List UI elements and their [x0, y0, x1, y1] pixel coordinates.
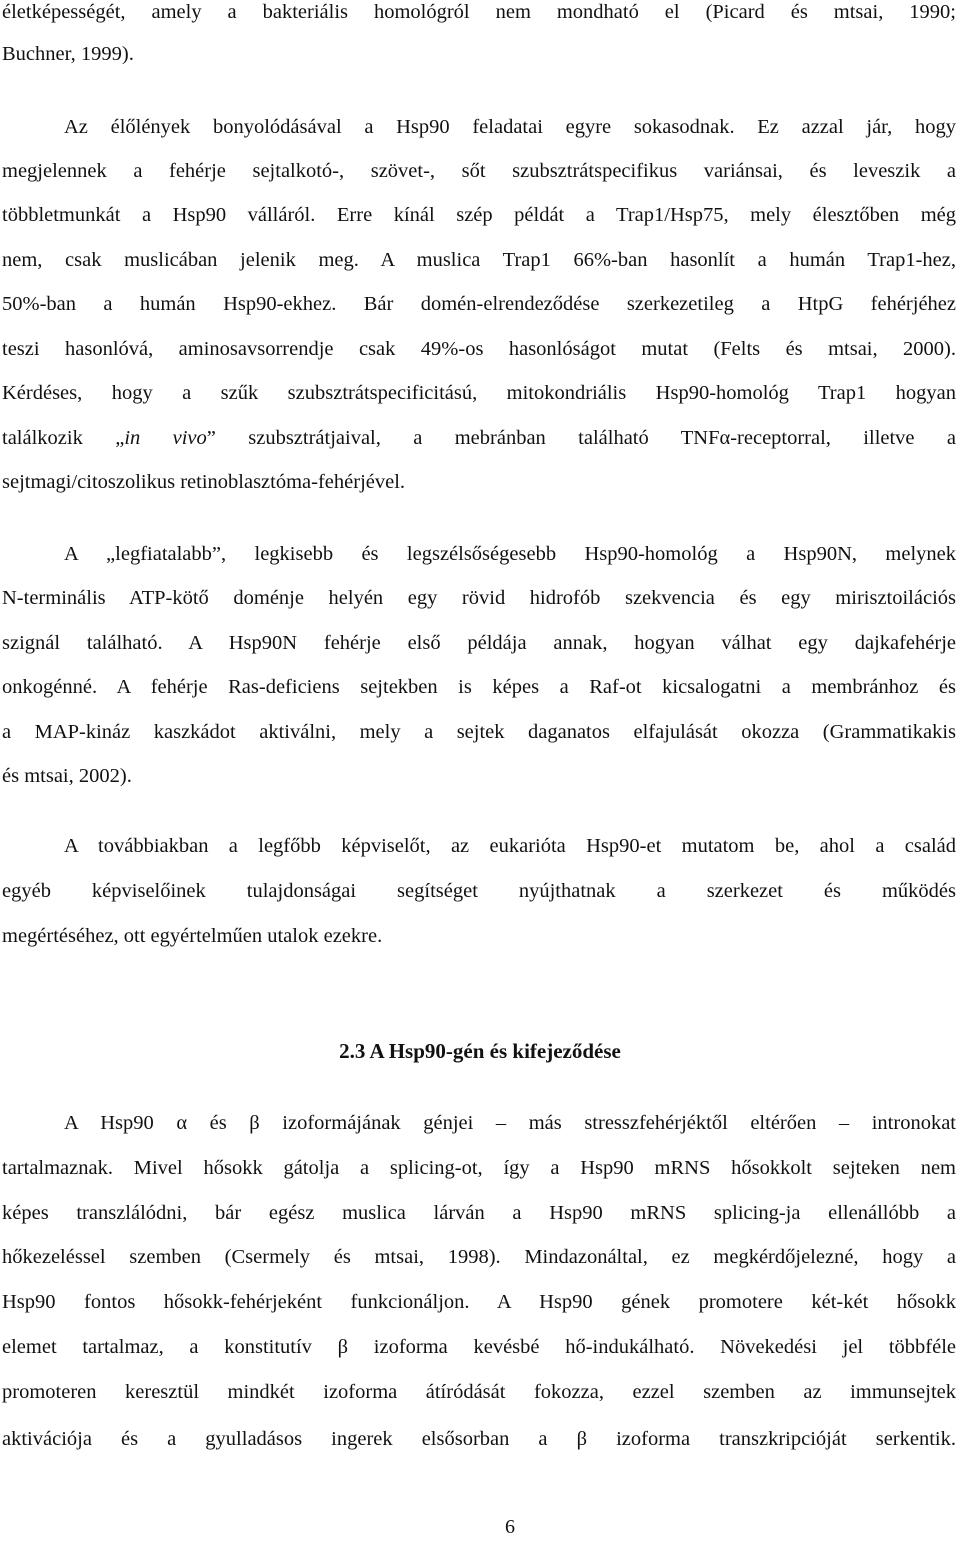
text-line: Hsp90 fontos hősokk-fehérjeként funkcionáljon. A Hsp90 gének promotere két-két hősokk — [2, 1291, 956, 1313]
text-line: megértéséhez, ott egyértelműen utalok ezekre. — [2, 925, 383, 947]
text-line: Az élőlények bonyolódásával a Hsp90 feladatai egyre sokasodnak. Ez azzal jár, hogy — [64, 116, 956, 138]
text-line: megjelennek a fehérje sejtalkotó-, szövet-, sőt szubsztrátspecifikus variánsai, és leveszik a — [2, 160, 956, 182]
text-line: tartalmaznak. Mivel hősokk gátolja a splicing-ot, így a Hsp90 mRNS hősokkolt sejteken nem — [2, 1157, 956, 1179]
text-line: elemet tartalmaz, a konstitutív β izoforma kevésbé hő-indukálható. Növekedési jel többféle — [2, 1336, 956, 1358]
text-line: életképességét, amely a bakteriális homológról nem mondható el (Picard és mtsai, 1990; — [2, 1, 956, 23]
text-line: Kérdéses, hogy a szűk szubsztrátspecificitású, mitokondriális Hsp90-homológ Trap1 hogyan — [2, 382, 956, 404]
text-line: A Hsp90 α és β izoformájának génjei – más stresszfehérjéktől eltérően – intronokat — [64, 1112, 956, 1134]
text-line: képes transzlálódni, bár egész muslica lárván a Hsp90 mRNS splicing-ja ellenállóbb a — [2, 1202, 956, 1224]
text-line: A „legfiatalabb”, legkisebb és legszélsőségesebb Hsp90-homológ a Hsp90N, melynek — [64, 543, 956, 565]
page-number: 6 — [505, 1516, 515, 1538]
text-line: és mtsai, 2002). — [2, 765, 132, 787]
text-segment: találkozik „ — [2, 427, 125, 449]
text-line: N-terminális ATP-kötő doménje helyén egy rövid hidrofób szekvencia és egy mirisztoilációs — [2, 587, 956, 609]
text-segment: ” szubsztrátjaival, a mebránban található TNFα-receptorral, illetve a — [206, 427, 957, 449]
text-line: promoteren keresztül mindkét izoforma átíródását fokozza, ezzel szemben az immunsejtek — [2, 1381, 956, 1403]
text-line: többletmunkát a Hsp90 válláról. Erre kínál szép példát a Trap1/Hsp75, mely élesztőben még — [2, 204, 956, 226]
text-line: teszi hasonlóvá, aminosavsorrendje csak 49%-os hasonlóságot mutat (Felts és mtsai, 2000). — [2, 338, 956, 360]
text-line: onkogénné. A fehérje Ras-deficiens sejtekben is képes a Raf-ot kicsalogatni a membránhoz és — [2, 676, 956, 698]
text-line: Buchner, 1999). — [2, 43, 134, 65]
text-line: aktivációja és a gyulladásos ingerek elsősorban a β izoforma transzkripcióját serkentik. — [2, 1428, 956, 1450]
text-line: hőkezeléssel szemben (Csermely és mtsai, 1998). Mindazonáltal, ez megkérdőjelezné, hogy a — [2, 1246, 956, 1268]
text-line: 50%-ban a humán Hsp90-ekhez. Bár domén-elrendeződése szerkezetileg a HtpG fehérjéhez — [2, 293, 956, 315]
section-heading: 2.3 A Hsp90-gén és kifejeződése — [339, 1039, 621, 1063]
text-line: A továbbiakban a legfőbb képviselőt, az eukarióta Hsp90-et mutatom be, ahol a család — [64, 835, 956, 857]
text-line: nem, csak muslicában jelenik meg. A muslica Trap1 66%-ban hasonlít a humán Trap1-hez, — [2, 249, 956, 271]
italic-term: in vivo — [124, 427, 207, 449]
text-line-with-italic — [2, 424, 956, 452]
text-line: szignál található. A Hsp90N fehérje első példája annak, hogyan válhat egy dajkafehérje — [2, 632, 956, 654]
text-line: sejtmagi/citoszolikus retinoblasztóma-fehérjével. — [2, 471, 406, 493]
text-line: a MAP-kináz kaszkádot aktiválni, mely a sejtek daganatos elfajulását okozza (Grammatikakis — [2, 721, 956, 743]
text-line: egyéb képviselőinek tulajdonságai segítséget nyújthatnak a szerkezet és működés — [2, 880, 956, 902]
